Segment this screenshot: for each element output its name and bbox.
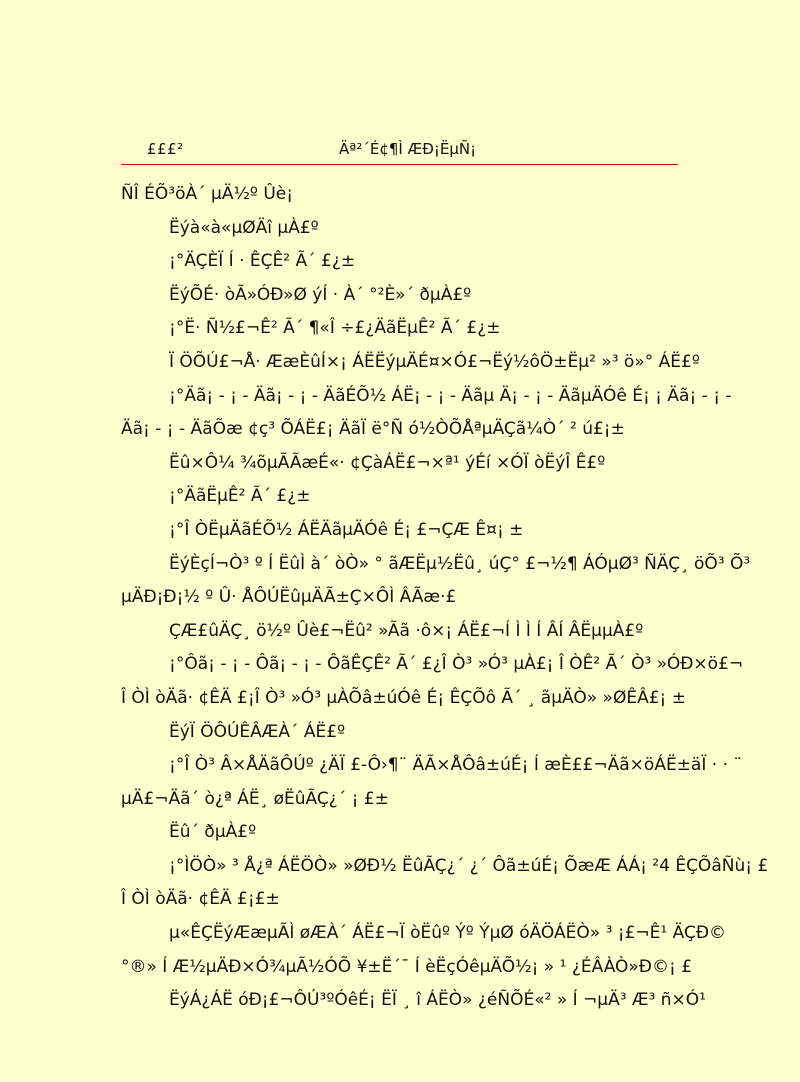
running-title: Äª²´É¢¶Ì ÆÐ¡ËµÑ¡ <box>339 140 477 158</box>
header-rule <box>121 164 678 165</box>
text-line: Ëû´ ðµÀ£º <box>169 822 257 843</box>
text-line: Äã¡ - ¡ - ÄãÕæ ¢ç³ ÕÁË£¡ ÄãÏ ë°Ñ ó½ÒÕÅªµÄÇã¼Ò´ ² ú£¡± <box>121 419 625 440</box>
text-line: ¡°Î ÒËµÄãÉÕ½ ÁËÄãµÄÓê É¡ £¬ÇÆ Ê¤¡ ± <box>169 519 524 540</box>
body-text <box>121 178 769 1018</box>
text-line: ¡°Äã¡ - ¡ - Äã¡ - ¡ - ÄãÉÕ½ ÁË¡ - ¡ - Äãµ Ä¡ - ¡ - ÄãµÄÓê É¡ ¡ Äã¡ - ¡ - <box>169 385 732 406</box>
text-line: ¡°ÄãËµÊ² Ã´ £¿± <box>169 486 311 507</box>
text-line: µÄÐ¡Ð¡½ º Û· ÅÔÚËûµÄÃ±Ç×ÔÌ ÂÃæ·£ <box>121 587 457 608</box>
text-line: Ëû×Ô¼ ¾õµÃÃæÉ«· ¢ÇàÁË£¬×ª¹ ýÉí ×ÓÏ òËýÎ Ê£º <box>169 452 606 473</box>
text-line: µÄ£¬Äã´ ò¿ª ÁË¸ øËûÃÇ¿´ ¡ £± <box>121 788 389 809</box>
text-line: ÑÎ ÉÕ³öÀ´ µÄ½º Ûè¡ <box>121 184 294 204</box>
text-line: ËýÕÉ· òÃ»ÓÐ»Ø ýÍ · À´ °²È»´ ðµÀ£º <box>169 284 472 305</box>
text-line: Î ÒÌ òÄã· ¢ÊÄ £¡Î Ò³ »Ó³ µÀÕâ±úÓê É¡ ÊÇÕô Ã´ ¸ ãµÄÒ» »ØÊÂ£¡ ± <box>121 687 686 708</box>
text-line: µ«ÊÇËýÆæµÃÌ øÆÀ´ ÁË£¬Ï òËûº Ýº ÝµØ óÄÖÁËÒ» ³ ¡£¬Ê¹ ÄÇÐ© <box>169 923 726 944</box>
text-line: ËýÏ ÖÔÚÊÂÆÀ´ ÁË£º <box>169 721 346 742</box>
text-line: Ëýà«à«µØÄî µÀ£º <box>169 217 319 238</box>
page-number: £££² <box>147 140 184 158</box>
page-header <box>121 140 678 164</box>
text-line: ËýÁ¿ÁË óÐ¡£¬ÔÚ³ºÓêÉ¡ ËÏ ¸ î ÁËÒ» ¿éÑÕÉ«² » Í ¬µÄ³ Æ³ ñ×Ó¹ <box>169 990 706 1011</box>
text-line: ËýÈçÍ¬Ò³ º Í ËûÌ à´ òÒ» ° ãÆËµ½Ëû¸ úÇ° £¬½¶ ÁÓµØ³ ÑÄÇ¸ öÕ³ Õ³ <box>169 553 751 574</box>
text-line: ¡°Î Ò³ Â×ÅÄãÔÚº ¿ÄÏ £-Ô›¶¨ ÄÃ×ÅÔâ±úÉ¡ Í æÈ££¬Äã×öÁË±äÏ · · ¨ <box>169 755 742 776</box>
text-line: ¡°ÄÇÈÏ Í · ÊÇÊ² Ã´ £¿± <box>169 251 356 272</box>
text-line: Î ÒÌ òÄã· ¢ÊÄ £¡£± <box>121 889 280 910</box>
text-line: ¡°ÌÖÒ» ³ Å¿ª ÁËÖÒ» »ØÐ½ ËûÃÇ¿´ ¿´ Ôã±úÉ¡ ÕæÆ ÁÁ¡ ²4 ÊÇÕâÑù¡ £ <box>169 855 769 876</box>
text-line: ÇÆ£ûÄÇ¸ ö½º Ûè£¬Ëû² »Ãã ·ô×¡ ÁË£¬Í Ì Ì Í ÂÍ ÂËµµÀ£º <box>169 620 644 641</box>
text-line: ¡°Ôã¡ - ¡ - Ôã¡ - ¡ - ÔãÊÇÊ² Ã´ £¿Î Ò³ »Ó³ µÀ£¡ Î ÒÊ² Ã´ Ò³ »ÓÐ×ö£¬ <box>169 654 744 675</box>
text-line: °®» Í Æ½µÄÐ×Ó¾µÃ½ÓÕ ¥±Ë´¯ Í èËçÓêµÄÕ½¡ » ¹ ¿ÉÂÀÒ»Ð©¡ £ <box>121 956 693 977</box>
text-line: Ï ÖÕÚ£¬Å· ÆæÈûÍ×¡ ÁËËýµÄÉ¤×Ó£¬Ëý½ôÖ±Ëµ² »³ ö»° ÁË£º <box>169 351 700 372</box>
text-line: ¡°Ë· Ñ½£¬Ê² Ã´ ¶«Î ÷£¿ÄãËµÊ² Ã´ £¿± <box>169 318 501 339</box>
